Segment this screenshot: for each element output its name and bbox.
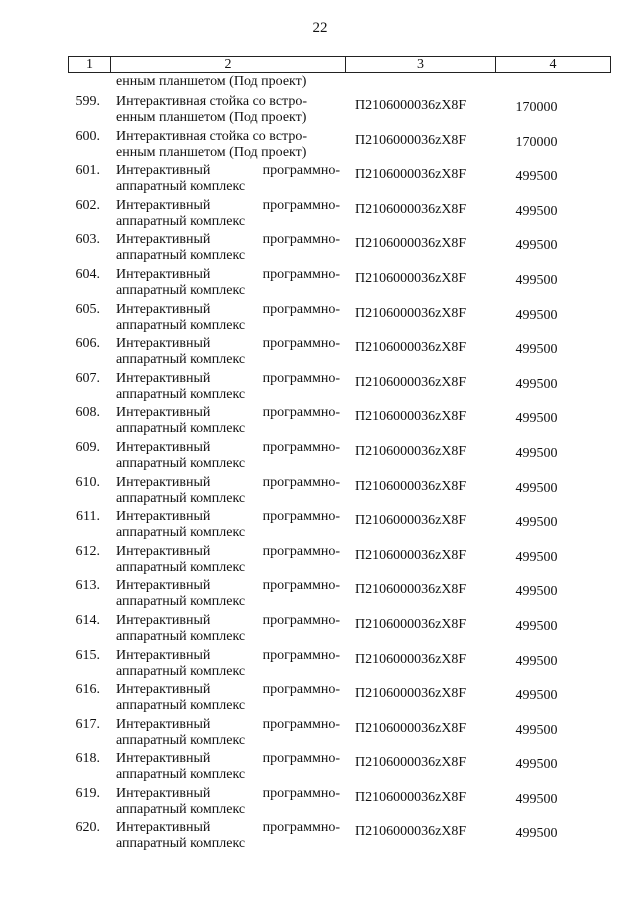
item-name: [116, 371, 340, 403]
row-number: 618.: [75, 751, 100, 767]
row-number: 614.: [75, 612, 100, 628]
item-code: П2106000036zX8F: [355, 547, 467, 563]
item-code: П2106000036zX8F: [355, 513, 467, 529]
item-price: 499500: [515, 549, 558, 565]
item-price: 499500: [515, 618, 558, 634]
continuation-text: енным планшетом (Под проект): [116, 74, 307, 89]
row-number: 602.: [75, 197, 100, 213]
table-row: [0, 475, 640, 510]
item-price: 499500: [515, 307, 558, 323]
item-name-word-1: Интерактивный: [116, 682, 211, 698]
table-row: [0, 267, 640, 302]
item-name-line-2: аппаратный комплекс: [116, 559, 246, 575]
item-name-line-1: [116, 440, 340, 456]
item-name-word-2: программно-: [262, 785, 340, 801]
item-name-line-1: [116, 682, 340, 698]
row-number: 609.: [75, 439, 100, 455]
item-name-line-2: аппаратный комплекс: [116, 663, 246, 679]
item-name: [116, 336, 340, 368]
table-row: [0, 717, 640, 752]
item-name: [116, 440, 340, 472]
item-name-word-1: Интерактивная стойка со встро-: [116, 128, 307, 144]
item-name-line-2: енным планшетом (Под проект): [116, 110, 307, 125]
row-number: 619.: [75, 785, 100, 801]
item-code: П2106000036zX8F: [355, 478, 467, 494]
item-name-line-1: [116, 475, 340, 491]
item-name-line-1: [116, 302, 340, 318]
item-name-line-2: аппаратный комплекс: [116, 248, 246, 264]
item-code: П2106000036zX8F: [355, 720, 467, 736]
item-name-line-2: аппаратный комплекс: [116, 801, 246, 817]
table-row: [0, 129, 640, 164]
item-code: П2106000036zX8F: [355, 755, 467, 771]
item-name-word-1: Интерактивная стойка со встро-: [116, 94, 307, 109]
item-name-line-2: аппаратный комплекс: [116, 317, 246, 333]
item-name-word-1: Интерактивный: [116, 509, 211, 525]
table-header: [68, 56, 611, 73]
item-price: 499500: [515, 169, 558, 185]
item-price: 499500: [515, 480, 558, 496]
item-name-line-1: [116, 371, 340, 387]
row-number: 608.: [75, 405, 100, 421]
item-name-word-2: программно-: [262, 820, 340, 836]
item-code: П2106000036zX8F: [355, 167, 467, 183]
item-name-line-1: [116, 94, 340, 110]
item-code: П2106000036zX8F: [355, 270, 467, 286]
item-price: 499500: [515, 653, 558, 669]
item-name-word-1: Интерактивный: [116, 785, 211, 801]
table-row: [0, 648, 640, 683]
item-name: [116, 509, 340, 541]
header-col-3: 3: [346, 57, 496, 72]
table-row: [0, 820, 640, 855]
item-name: [116, 820, 340, 852]
item-name: [116, 578, 340, 610]
item-name: [116, 405, 340, 437]
item-price: 499500: [515, 272, 558, 288]
item-name-word-2: программно-: [262, 405, 340, 421]
item-name: [116, 302, 340, 334]
item-name-word-1: Интерактивный: [116, 751, 211, 767]
header-col-4: 4: [549, 57, 557, 72]
item-name-word-1: Интерактивный: [116, 647, 211, 663]
item-name-line-1: [116, 613, 340, 629]
item-name-line-2: аппаратный комплекс: [116, 698, 246, 714]
item-name-word-1: Интерактивный: [116, 370, 211, 386]
item-code: П2106000036zX8F: [355, 443, 467, 459]
item-name-word-2: программно-: [262, 751, 340, 767]
item-code: П2106000036zX8F: [355, 236, 467, 252]
item-name: [116, 163, 340, 195]
item-name: [116, 717, 340, 749]
item-price: 499500: [515, 757, 558, 773]
item-name: [116, 232, 340, 264]
row-number: 615.: [75, 647, 100, 663]
table-row: [0, 544, 640, 579]
item-name-word-1: Интерактивный: [116, 163, 211, 179]
item-name: [116, 648, 340, 680]
item-name-word-2: программно-: [262, 439, 340, 455]
item-name-line-1: [116, 163, 340, 179]
item-name: [116, 94, 340, 126]
row-number: 612.: [75, 543, 100, 559]
item-price: 499500: [515, 584, 558, 600]
item-name-word-1: Интерактивный: [116, 474, 211, 490]
table-row: [0, 509, 640, 544]
item-name: [116, 267, 340, 299]
item-name-line-1: [116, 198, 340, 214]
table-row: [0, 302, 640, 337]
item-name-word-2: программно-: [262, 543, 340, 559]
item-code: П2106000036zX8F: [355, 201, 467, 217]
table-row: [0, 751, 640, 786]
item-name-word-2: программно-: [262, 578, 340, 594]
item-name-line-2: аппаратный комплекс: [116, 386, 246, 402]
item-price: 170000: [515, 100, 558, 115]
item-name-word-1: Интерактивный: [116, 197, 211, 213]
item-name-line-2: аппаратный комплекс: [116, 594, 246, 610]
header-col-2: 2: [111, 57, 346, 72]
table-row: [0, 786, 640, 821]
row-number: 599.: [75, 94, 100, 109]
item-price: 499500: [515, 722, 558, 738]
item-name: [116, 786, 340, 818]
item-name-line-2: аппаратный комплекс: [116, 525, 246, 541]
table-row: [0, 94, 640, 129]
item-name-line-1: [116, 129, 340, 145]
item-name-line-2: аппаратный комплекс: [116, 455, 246, 471]
table-row: [0, 336, 640, 371]
item-name-word-1: Интерактивный: [116, 405, 211, 421]
item-name: [116, 129, 340, 161]
item-name-word-2: программно-: [262, 163, 340, 179]
item-name-line-2: аппаратный комплекс: [116, 628, 246, 644]
item-name-line-1: [116, 232, 340, 248]
item-name-word-2: программно-: [262, 336, 340, 352]
table-body: [0, 94, 640, 855]
item-name: [116, 613, 340, 645]
item-name-line-2: аппаратный комплекс: [116, 213, 246, 229]
item-name-line-1: [116, 336, 340, 352]
item-price: 499500: [515, 411, 558, 427]
item-name-word-1: Интерактивный: [116, 578, 211, 594]
item-name-line-2: аппаратный комплекс: [116, 836, 246, 852]
page-number: 22: [312, 20, 328, 36]
item-price: 499500: [515, 826, 558, 842]
item-code: П2106000036zX8F: [355, 824, 467, 840]
header-col-1: 1: [69, 57, 111, 72]
item-name-line-2: аппаратный комплекс: [116, 179, 246, 195]
row-number: 616.: [75, 682, 100, 698]
item-code: П2106000036zX8F: [355, 132, 467, 148]
item-name-word-1: Интерактивный: [116, 716, 211, 732]
item-code: П2106000036zX8F: [355, 305, 467, 321]
row-number: 603.: [75, 232, 100, 248]
table-row: [0, 578, 640, 613]
item-name-line-1: [116, 544, 340, 560]
item-price: 499500: [515, 376, 558, 392]
item-code: П2106000036zX8F: [355, 374, 467, 390]
item-code: П2106000036zX8F: [355, 582, 467, 598]
item-price: 499500: [515, 515, 558, 531]
item-name-word-2: программно-: [262, 612, 340, 628]
row-number: 617.: [75, 716, 100, 732]
item-name-line-2: енным планшетом (Под проект): [116, 144, 307, 160]
item-name-word-1: Интерактивный: [116, 820, 211, 836]
item-name-word-2: программно-: [262, 232, 340, 248]
item-name-line-1: [116, 786, 340, 802]
item-name-word-2: программно-: [262, 647, 340, 663]
item-name-line-1: [116, 820, 340, 836]
item-name-word-1: Интерактивный: [116, 439, 211, 455]
item-name-word-2: программно-: [262, 509, 340, 525]
table-row: [0, 232, 640, 267]
item-name: [116, 544, 340, 576]
item-code: П2106000036zX8F: [355, 616, 467, 632]
item-name-line-1: [116, 751, 340, 767]
table-row: [0, 405, 640, 440]
item-name-word-1: Интерактивный: [116, 543, 211, 559]
row-number: 611.: [76, 509, 100, 525]
item-price: 499500: [515, 238, 558, 254]
table-row: [0, 682, 640, 717]
item-name-word-2: программно-: [262, 370, 340, 386]
item-name-line-1: [116, 717, 340, 733]
item-name-line-2: аппаратный комплекс: [116, 421, 246, 437]
row-number: 613.: [75, 578, 100, 594]
item-name-word-1: Интерактивный: [116, 301, 211, 317]
table-row: [0, 198, 640, 233]
item-name-word-1: Интерактивный: [116, 266, 211, 282]
item-price: 170000: [515, 134, 558, 150]
row-number: 604.: [75, 266, 100, 282]
item-code: П2106000036zX8F: [355, 686, 467, 702]
item-name-line-1: [116, 267, 340, 283]
item-price: 499500: [515, 791, 558, 807]
item-name-word-2: программно-: [262, 474, 340, 490]
item-price: 499500: [515, 688, 558, 704]
item-name-word-1: Интерактивный: [116, 232, 211, 248]
item-name-word-1: Интерактивный: [116, 336, 211, 352]
item-name: [116, 198, 340, 230]
item-name-word-2: программно-: [262, 682, 340, 698]
item-name-line-1: [116, 648, 340, 664]
item-name: [116, 751, 340, 783]
row-number: 620.: [75, 820, 100, 836]
item-price: 499500: [515, 342, 558, 358]
item-name-word-1: Интерактивный: [116, 612, 211, 628]
table-row: [0, 163, 640, 198]
table-row: [0, 613, 640, 648]
item-name-line-2: аппаратный комплекс: [116, 352, 246, 368]
row-number: 601.: [75, 163, 100, 179]
item-code: П2106000036zX8F: [355, 340, 467, 356]
table-row: [0, 371, 640, 406]
item-name-word-2: программно-: [262, 301, 340, 317]
item-name-line-1: [116, 509, 340, 525]
item-price: 499500: [515, 445, 558, 461]
item-price: 499500: [515, 203, 558, 219]
item-name-line-2: аппаратный комплекс: [116, 490, 246, 506]
row-number: 610.: [75, 474, 100, 490]
item-name: [116, 682, 340, 714]
item-code: П2106000036zX8F: [355, 789, 467, 805]
item-name-line-1: [116, 405, 340, 421]
row-number: 607.: [75, 370, 100, 386]
item-name: [116, 475, 340, 507]
row-number: 600.: [75, 128, 100, 144]
item-name-line-2: аппаратный комплекс: [116, 282, 246, 298]
item-name-word-2: программно-: [262, 197, 340, 213]
item-name-line-2: аппаратный комплекс: [116, 732, 246, 748]
row-number: 605.: [75, 301, 100, 317]
item-code: П2106000036zX8F: [355, 651, 467, 667]
item-name-word-2: программно-: [262, 266, 340, 282]
table-row: [0, 440, 640, 475]
item-name-line-1: [116, 578, 340, 594]
item-code: П2106000036zX8F: [355, 98, 467, 113]
item-name-word-2: программно-: [262, 716, 340, 732]
row-number: 606.: [75, 336, 100, 352]
item-name-line-2: аппаратный комплекс: [116, 767, 246, 783]
item-code: П2106000036zX8F: [355, 409, 467, 425]
